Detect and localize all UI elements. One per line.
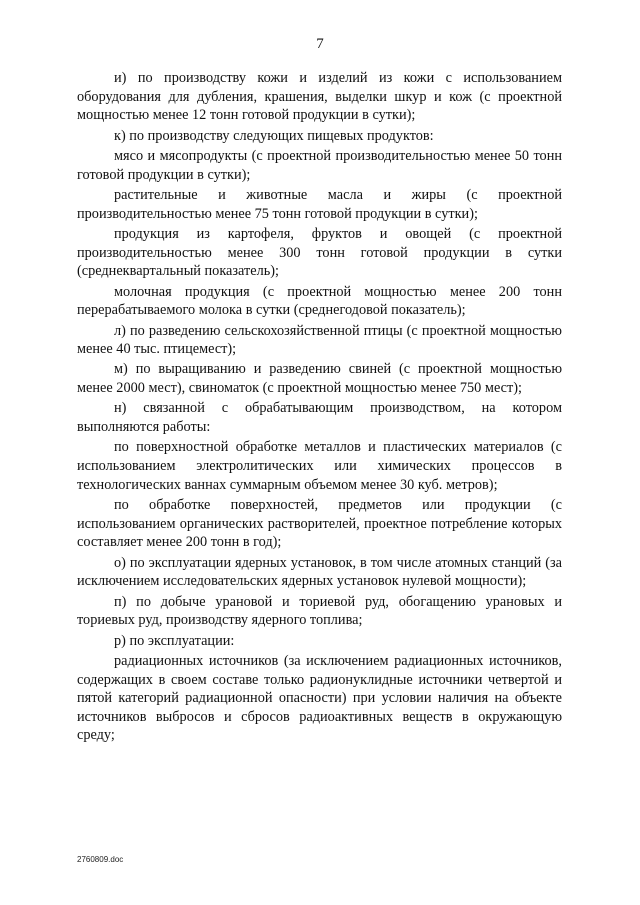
paragraph-l: л) по разведению сельскохозяйственной птицы (с проектной мощностью менее 40 тыс. птицемест); (77, 322, 562, 358)
document-body (77, 69, 562, 747)
paragraph-k: к) по производству следующих пищевых продуктов: (114, 127, 434, 144)
paragraph-r: р) по эксплуатации: (114, 632, 235, 649)
paragraph-vegetables: продукция из картофеля, фруктов и овощей (с проектной производительностью менее 300 тонн готовой продукции в сутки (среднеквартальный показатель); (77, 225, 562, 280)
paragraph-metals: по поверхностной обработке металлов и пластических материалов (с использованием электролитических или химических процессов в технологических ваннах суммарным объемом менее 30 куб. метров); (77, 439, 562, 493)
page-number: 7 (316, 36, 324, 52)
paragraph-oils: растительные и животные масла и жиры (с проектной производительностью менее 75 тонн готовой продукции в сутки); (77, 186, 562, 222)
paragraph-o: о) по эксплуатации ядерных установок, в том числе атомных станций (за исключением исследовательских ядерных установок нулевой мощности); (77, 554, 562, 590)
paragraph-m: м) по выращиванию и разведению свиней (с проектной мощностью менее 2000 мест), свиноматок (с проектной мощностью менее 750 мест); (77, 361, 562, 397)
paragraph-i: и) по производству кожи и изделий из кожи с использованием оборудования для дубления, крашения, выделки шкур и кож (с проектной мощностью менее 12 тонн готовой продукции в сутки); (77, 70, 562, 124)
paragraph-surfaces: по обработке поверхностей, предметов или продукции (с использованием органических растворителей, проектное потребление которых составляет менее 200 тонн в год); (77, 497, 562, 551)
paragraph-p: п) по добыче урановой и ториевой руд, обогащению урановых и ториевых руд, производству ядерного топлива; (77, 593, 562, 629)
paragraph-dairy: молочная продукция (с проектной мощностью менее 200 тонн перерабатываемого молока в сутки (среднегодовой показатель); (77, 283, 562, 319)
paragraph-meat: мясо и мясопродукты (с проектной производительностью менее 50 тонн готовой продукции в сутки); (77, 147, 562, 183)
footer-filename: 2760809.doc (77, 855, 124, 864)
paragraph-radiation-sources: радиационных источников (за исключением радиационных источников, содержащих в своем составе только радионуклидные источники четвертой и пятой категорий радиационной опасности) при условии наличия на объекте источников выбросов и сбросов радиоактивных веществ в окружающую среду; (77, 652, 562, 744)
paragraph-n: н) связанной с обрабатывающим производством, на котором выполняются работы: (77, 400, 562, 436)
